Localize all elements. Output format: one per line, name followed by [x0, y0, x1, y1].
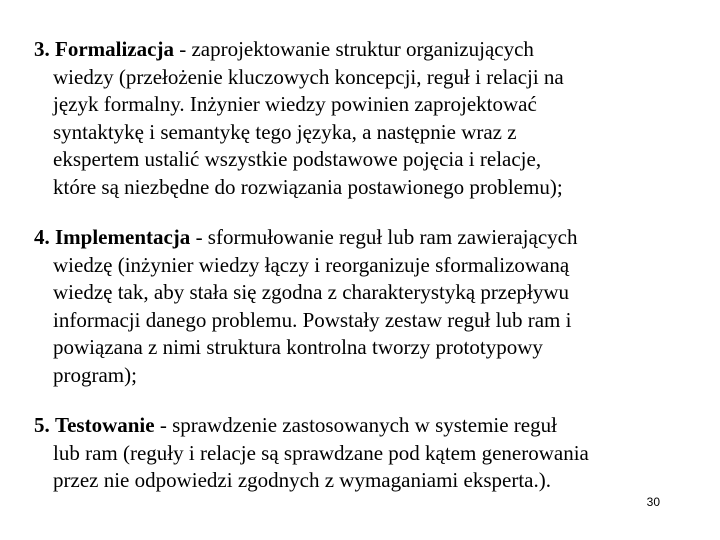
- item-text: lub ram (reguły i relacje są sprawdzane pod kątem generowania: [53, 440, 589, 465]
- item-text: - sformułowanie reguł lub ram zawierających: [190, 225, 578, 249]
- item-text: ekspertem ustalić wszystkie podstawowe pojęcia i relacje,: [53, 147, 542, 171]
- item-text: powiązana z nimi struktura kontrolna tworzy prototypowy: [53, 335, 543, 359]
- item-term: Implementacja: [55, 225, 191, 249]
- item-text: - sprawdzenie zastosowanych w systemie reguł: [154, 413, 557, 437]
- item-number: 5.: [34, 413, 50, 437]
- item-first-line: [34, 36, 684, 64]
- item-text: wiedzę tak, aby stała się zgodna z charakterystyką przepływu: [53, 280, 570, 304]
- item-text: wiedzy (przełożenie kluczowych koncepcji, reguł i relacji na: [53, 64, 564, 89]
- item-number: 4.: [34, 225, 50, 249]
- item-text: wiedzę (inżynier wiedzy łączy i reorganizuje sformalizowaną: [53, 252, 570, 277]
- item-term: Testowanie: [55, 413, 155, 437]
- item-first-line: [34, 412, 684, 440]
- item-text: które są niezbędne do rozwiązania postawionego problemu);: [53, 174, 563, 199]
- item-text: - zaprojektowanie struktur organizujących: [173, 37, 534, 61]
- list-item-testowanie: [34, 412, 684, 495]
- page-number: 30: [646, 495, 660, 509]
- item-term: Formalizacja: [55, 37, 174, 61]
- item-text: przez nie odpowiedzi zgodnych z wymaganiami eksperta.).: [53, 468, 551, 492]
- item-text: program);: [53, 362, 137, 387]
- item-first-line: [34, 224, 684, 252]
- item-number: 3.: [34, 37, 50, 61]
- list-item-implementacja: [34, 224, 684, 389]
- list-item-formalizacja: [34, 36, 684, 201]
- item-text: informacji danego problemu. Powstały zestaw reguł lub ram i: [53, 307, 572, 332]
- item-text: syntaktykę i semantykę tego języka, a następnie wraz z: [53, 119, 517, 144]
- item-text: język formalny. Inżynier wiedzy powinien zaprojektować: [53, 92, 537, 116]
